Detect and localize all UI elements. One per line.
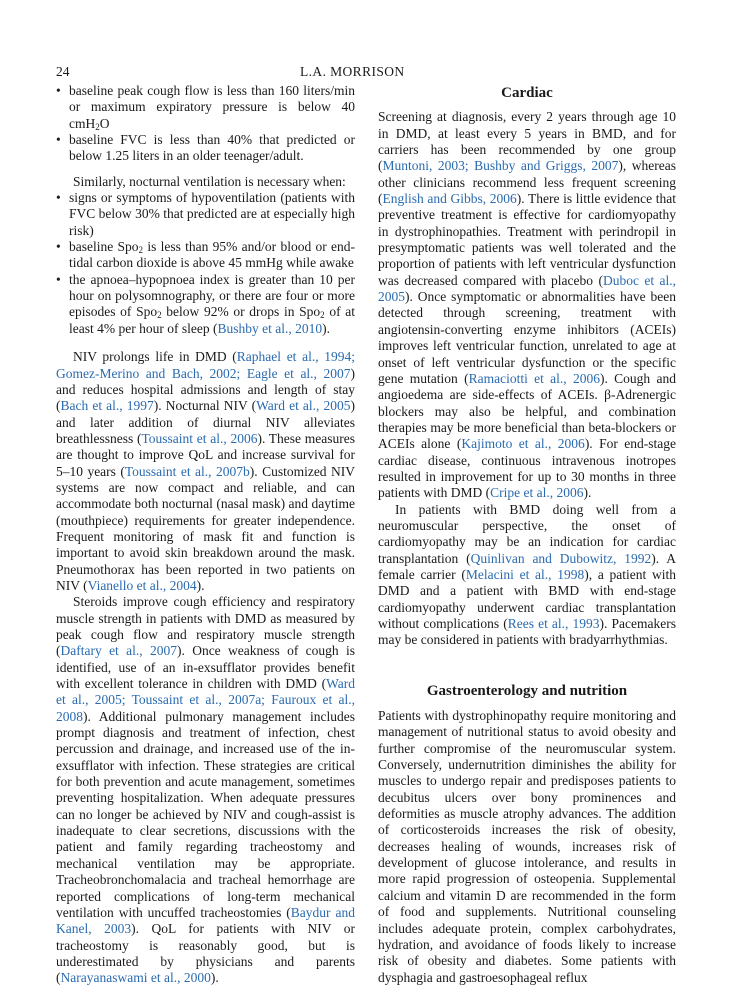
citation-link[interactable]: Narayanaswami et al., 2000: [60, 970, 211, 986]
citation-link[interactable]: Quinlivan and Dubowitz, 1992: [470, 550, 652, 566]
paragraph-cardiac-screening: Screening at diagnosis, every 2 years through age 10 in DMD, at least every 5 years in BMD, and for carriers has been recommended by one group (Muntoni, 2003; Bushby and Griggs, 2007), whereas other clinicians recommend less frequent screening (English and Gibbs, 2006). There is little evidence that preventive treatment is effective for cardiomyopathy in dystrophinopathies. Treatment with perindropil in presymptomatic patients was well tolerated and the proportion of patients with left ventricular dysfunction was decreased compared with placebo (Duboc et al., 2005). Once symptomatic or abnormalities have been detected through screening, treatment with angiotensin-converting enzyme inhibitors (ACEIs) improves left ventricular function, unrelated to age at onset of left ventricular dysfunction or the specific gene mutation (Ramaciotti et al., 2006). Cough and angioedema are side-effects of ACEIs. β-Adrenergic blockers may also be helpful, and combination therapies may be more beneficial than beta-blockers or ACEIs alone (Kajimoto et al., 2006). For end-stage cardiac disease, continuous intravenous inotropes resulted in improvement for up to 30 months in three patients with DMD (Cripe et al., 2006).: [378, 109, 676, 501]
paragraph-intro-nocturnal: Similarly, nocturnal ventilation is necessary when:: [73, 173, 346, 189]
paragraph-cardiac-transplant: In patients with BMD doing well from a neuromuscular perspective, the onset of cardiomyopathy may be an indication for cardiac transplantation (Quinlivan and Dubowitz, 1992). A female carrier (Melacini et al., 1998), a patient with DMD and a patient with BMD with end-stage cardiomyopathy underwent cardiac transplantation without complications (Rees et al., 1993). Pacemakers may be considered in patients with bradyarrhythmias.: [378, 501, 676, 648]
citation-link[interactable]: Toussaint et al., 2007b: [124, 463, 250, 479]
citation-link[interactable]: Ward et al., 2005; Toussaint et al., 2007a; Fauroux et al., 2008: [56, 676, 355, 724]
citation-link[interactable]: Bushby et al., 2010: [217, 320, 323, 336]
list-item: • baseline FVC is less than 40% that predicted or below 1.25 liters in an older teenager/adult.: [56, 132, 355, 165]
criteria-list-nocturnal: [56, 190, 355, 337]
list-item: • the apnoea–hypopnoea index is greater than 10 per hour on polysomnography, or there are four or more episodes of Spo$_2$ below 92% or drops in Spo$_2$ of at least 4% per hour of sleep (Bushby et al., 2010).: [56, 272, 355, 337]
paragraph-niv: NIV prolongs life in DMD (Raphael et al., 1994; Gomez-Merino and Bach, 2002; Eagle et al., 2007) and reduces hospital admissions and length of stay (Bach et al., 1997). Nocturnal NIV (Ward et al., 2005) and later addition of diurnal NIV alleviates breathlessness (Toussaint et al., 2006). These measures are thought to improve QoL and increase survival for 5–10 years (Toussaint et al., 2007b). Customized NIV systems are now compact and reliable, and can accommodate both nocturnal (nasal mask) and daytime (mouthpiece) requirements for greater independence. Frequent monitoring of mask fit and function is important to avoid skin breakdown around the mask. Pneumothorax has been reported in two patients on NIV (Vianello et al., 2004).: [56, 349, 356, 593]
citation-link[interactable]: English and Gibbs, 2006: [382, 191, 517, 207]
citation-link[interactable]: Kajimoto et al., 2006: [461, 436, 585, 452]
citation-link[interactable]: Raphael et al., 1994; Gomez-Merino and Bach, 2002; Eagle et al., 2007: [56, 349, 355, 381]
list-item: • baseline Spo$_2$ is less than 95% and/or blood or end-tidal carbon dioxide is above 45 mmHg while awake: [56, 239, 355, 272]
page-number: 24: [56, 64, 70, 79]
citation-link[interactable]: Toussaint et al., 2006: [141, 430, 258, 446]
list-item: • signs or symptoms of hypoventilation (patients with FVC below 30% that predicted are at especially high risk): [56, 190, 355, 239]
paragraph-nutrition: Patients with dystrophinopathy require monitoring and management of nutritional status to avoid obesity and further compromise of the neuromuscular system. Conversely, undernutrition diminishes the ability for muscles to undergo repair and predisposes patients to decubitus ulcers over bony prominences and deformities as muscle atrophy advances. The addition of corticosteroids increases the risk of obesity, decreases healing of wounds, increases risk of development of glucose intolerance, and results in more rapid progression of osteopenia. Supplemental calcium and vitamin D are recommended in the form of food and supplements. Nutritional counseling includes adequate protein, complex carbohydrates, hydration, and avoidance of foods likely to increase risk of obesity and diabetes. Some patients with dysphagia and gastroesophageal reflux: [378, 708, 676, 985]
citation-link[interactable]: Vianello et al., 2004: [87, 577, 197, 593]
citation-link[interactable]: Muntoni, 2003; Bushby and Griggs, 2007: [382, 158, 619, 174]
citation-link[interactable]: Ramaciotti et al., 2006: [468, 370, 600, 386]
citation-link[interactable]: Duboc et al., 2005: [378, 272, 676, 305]
citation-link[interactable]: Bach et al., 1997: [60, 398, 154, 414]
citation-link[interactable]: Melacini et al., 1998: [465, 566, 585, 582]
running-head: L.A. MORRISON: [300, 64, 405, 79]
citation-link[interactable]: Ward et al., 2005: [256, 398, 351, 414]
citation-link[interactable]: Baydur and Kanel, 2003: [56, 904, 355, 937]
left-column: [56, 83, 355, 987]
section-heading-gastroenterology: Gastroenterology and nutrition: [426, 682, 628, 699]
citation-link[interactable]: Rees et al., 1993: [507, 616, 600, 631]
section-heading-cardiac: Cardiac: [501, 85, 553, 101]
criteria-list-daytime: [56, 83, 355, 165]
list-item: • baseline peak cough flow is less than 160 liters/min or maximum expiratory pressure is below 40 cmH$_2$O: [56, 83, 355, 132]
citation-link[interactable]: Cripe et al., 2006: [490, 485, 584, 501]
right-column: [378, 83, 676, 986]
paragraph-steroids: Steroids improve cough efficiency and respiratory muscle strength in patients with DMD as measured by peak cough flow and respiratory muscle strength (Daftary et al., 2007). Once weakness of cough is identified, use of an in-exsufflator provides benefit with excellent tolerance in children with DMD (Ward et al., 2005; Toussaint et al., 2007a; Fauroux et al., 2008). Additional pulmonary management includes prompt diagnosis and treatment of infection, chest percussion and drainage, and increased use of the in-exsufflator with infection. These strategies are critical for both prevention and acute management, sometimes preventing hospitalization. When adequate pressures can no longer be achieved by NIV and cough-assist is inadequate to clear secretions, discussions with the patient and family regarding tracheostomy and mechanical ventilation may be appropriate. Tracheobronchomalacia and tracheal hemorrhage are reported complications of long-term mechanical ventilation with uncuffed tracheostomies (Baydur and Kanel, 2003). QoL for patients with NIV or tracheostomy is reasonably good, but is underestimated by physicians and parents (Narayanaswami et al., 2000).: [56, 594, 356, 986]
citation-link[interactable]: Daftary et al., 2007: [60, 643, 177, 659]
